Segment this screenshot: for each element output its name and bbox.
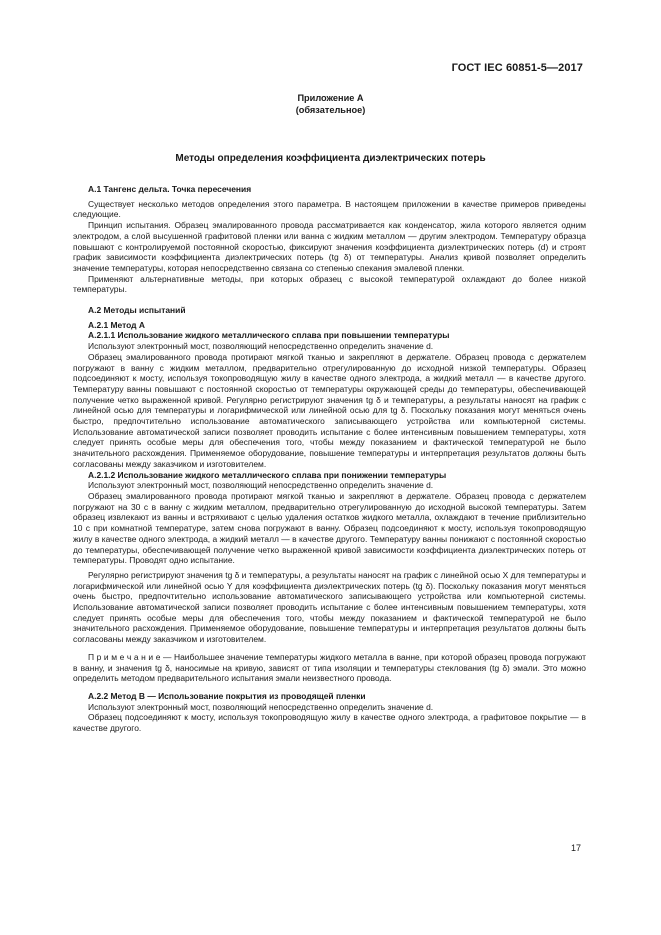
paragraph: Образец эмалированного провода протирают мягкой тканью и закрепляют в держателе. Образец провода с держателем погружают на 30 с в ванну с жидким металлом, предварительно отрегулированную до исходной высокой температуры. Затем образец извлекают из ванны и встряхивают с целью удаления остатков жидкого металла, охлаждают в течение приблизительно 10 с при комнатной температуре, затем снова погружают в ванну. Образец подсоединяют к мосту, используя токопроводящую жилу в качестве одного электрода, а жидкий металл — в качестве другого. Температуру ванны понижают с постоянной скоростью до температуры, обеспечивающей получение четко выраженной кривой зависимости коэффициента диэлектрических потерь от температуры. Проводят одно испытание. xyxy=(73,490,586,566)
document-body xyxy=(73,184,586,734)
document-code: ГОСТ IEC 60851-5—2017 xyxy=(451,62,583,74)
main-title: Методы определения коэффициента диэлектрических потерь xyxy=(175,153,486,164)
paragraph: Регулярно регистрируют значения tg δ и температуры, а результаты наносят на график с линейной осью X для температуры и логарифмической или линейной осью Y для коэффициента диэлектрических потерь (tg δ). Поскольку показания могут меняться очень быстро, предпочтительно использование автоматического записывающего устройства или компьютерной системы. Использование автоматической записи позволяет проводить испытание с более интенсивным повышением температуры, хотя следует принять особые меры для обеспечения того, чтобы между показанием и фактической температурой не было значительного расхождения. Применяемое оборудование, повышение температуры и интерпретация результатов должны быть согласованы между заказчиком и изготовителем. xyxy=(73,569,586,645)
paragraph: Образец эмалированного провода протирают мягкой тканью и закрепляют в держателе. Образец провода с держателем погружают в ванну с жидким металлом, предварительно отрегулированную до исходной низкой температуры. Образец подсоединяют к мосту, используя токопроводящую жилу в качестве одного электрода, а жидкий металл — в качестве другого. Температуру ванны повышают с постоянной скоростью от температуры окружающей среды до температуры, обеспечивающей получение четко выраженной кривой. Регулярно регистрируют значения tg δ и температуры, а результаты наносят на график с линейной осью для температуры и логарифмической или линейной осью для tg δ. Поскольку показания могут меняться очень быстро, предпочтительно использование автоматического записывающего устройства или компьютерной системы. Использование автоматической записи позволяет проводить испытание с более интенсивным повышением температуры, хотя следует принять особые меры для обеспечения того, чтобы между показанием и фактической температурой не было значительного расхождения. Применяемое оборудование, повышение температуры и интерпретация результатов должны быть согласованы между заказчиком и изготовителем. xyxy=(73,351,586,469)
paragraph: Используют электронный мост, позволяющий непосредственно определить значение d. xyxy=(88,480,434,491)
section-a211-heading: А.2.1.1 Использование жидкого металлического сплава при повышении температуры xyxy=(88,330,450,341)
annex-block xyxy=(0,92,661,116)
paragraph: Образец подсоединяют к мосту, используя токопроводящую жилу в качестве одного электрода, а графитовое покрытие — в качестве другого. xyxy=(73,712,586,734)
paragraph: Используют электронный мост, позволяющий непосредственно определить значение d. xyxy=(88,341,434,352)
section-a212-heading: А.2.1.2 Использование жидкого металлического сплава при понижении температуры xyxy=(88,469,447,480)
section-a21-heading: А.2.1 Метод А xyxy=(88,319,145,330)
page-number: 17 xyxy=(570,843,581,853)
paragraph: Используют электронный мост, позволяющий непосредственно определить значение d. xyxy=(88,701,434,712)
section-a22-heading: А.2.2 Метод В — Использование покрытия из проводящей пленки xyxy=(88,690,366,701)
section-a1-heading: А.1 Тангенс дельта. Точка пересечения xyxy=(88,184,252,194)
paragraph: Существует несколько методов определения этого параметра. В настоящем приложении в качестве примеров приведены следующие. xyxy=(73,198,586,220)
annex-status: (обязательное) xyxy=(295,105,366,115)
section-a2-heading: А.2 Методы испытаний xyxy=(88,305,186,316)
note: П р и м е ч а н и е — Наибольшее значение температуры жидкого металла в ванне, при которой образец провода погружают в ванну, и значения tg δ, наносимые на кривую, зависят от типа изоляции и температуры стеклования (tg δ) эмали. Это можно определить методом предварительного испытания эмали неизвестного провода. xyxy=(73,651,586,684)
paragraph: Принцип испытания. Образец эмалированного провода рассматривается как конденсатор, жила которого является одним электродом, а слой высушенной графитовой пленки или ванна с жидким металлом — другим электродом. Температуру образца повышают с контролируемой постоянной скоростью, фиксируют значения коэффициента диэлектрических потерь (d) и строят график зависимости коэффициента диэлектрических потерь (tg δ) от температуры. Анализ кривой позволяет определить значение температуры, которая непосредственно связана со степенью спекания эмалевой пленки. xyxy=(73,220,586,273)
paragraph: Применяют альтернативные методы, при которых образец с высокой температурой охлаждают до более низкой температуры. xyxy=(73,273,586,295)
annex-title: Приложение А xyxy=(297,93,364,103)
